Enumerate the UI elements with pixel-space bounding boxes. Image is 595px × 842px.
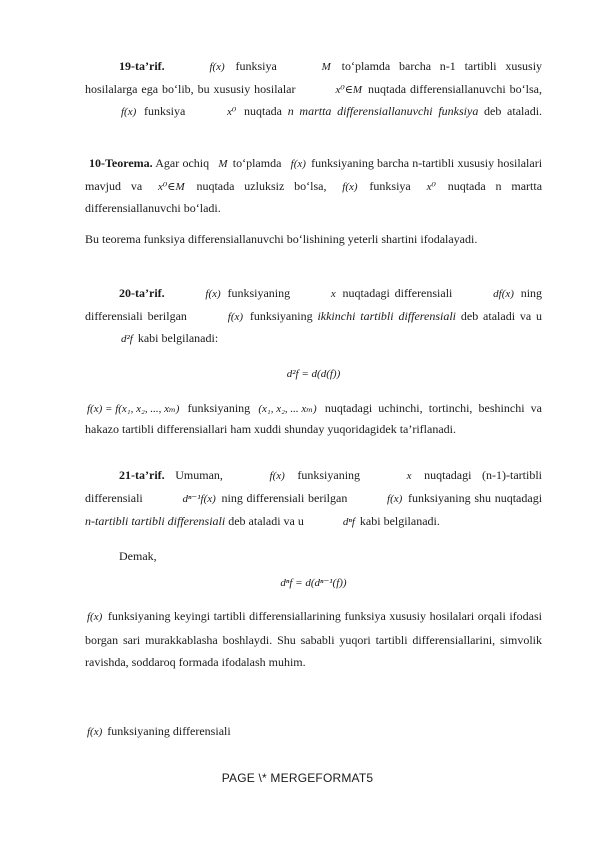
- text: funksiyaning differensiali: [107, 724, 231, 738]
- text: funksiyaning keyingi tartibli differensiallarining funksiya xususiy hosilalari orqali ifodasi borgan sari murakkablasha boshlaydi. Shu sababli yuqori tartibli differensiallarini, simvolik ravishda, soddaroq formada ifodalash muhim.: [85, 609, 542, 669]
- definition-label: 20-ta’rif.: [119, 286, 165, 300]
- text: deb ataladi va u: [460, 308, 543, 323]
- math-dfx: df(x): [493, 288, 514, 300]
- text: funksiya: [143, 104, 186, 118]
- definition-label: 21-ta’rif.: [119, 468, 165, 482]
- math-x: x: [406, 470, 412, 482]
- text: funksiya: [369, 178, 411, 193]
- text: kabi belgilanadi.: [359, 514, 440, 528]
- text: ning differensiali berilgan: [85, 286, 543, 323]
- math-fx: f(x): [121, 106, 137, 118]
- text: funksiyaning barcha n-tartibli xususiy hosilalari mavjud va: [85, 156, 543, 193]
- math-fx: f(x): [269, 470, 285, 482]
- math-x: x: [330, 288, 336, 300]
- math-M: M: [218, 158, 228, 170]
- math-d2f: d²f: [121, 333, 133, 345]
- text: funksiyaning: [297, 468, 361, 482]
- text: nuqtadagi (n-1)-tartibli differensiali: [85, 468, 543, 505]
- math-fx: f(x): [342, 180, 358, 193]
- definition-21: [85, 464, 542, 533]
- text: funksiya: [235, 59, 277, 73]
- math-fx: f(x): [227, 310, 244, 323]
- math-x0-in-M: x⁰∈M: [335, 83, 363, 96]
- last-paragraph: [85, 721, 542, 744]
- text: kabi belgilanadi:: [137, 331, 219, 345]
- text: Umuman,: [175, 468, 223, 482]
- math-fx: f(x): [387, 493, 403, 505]
- math-function-of-n-vars: f(x) = f(x₁, x₂, ..., xₘ): [87, 403, 180, 415]
- italic-term: ikkinchi tartibli differensiali: [317, 308, 457, 323]
- text: funksiyaning: [187, 401, 251, 415]
- text: nuqtadagi uchinchi, tortinchi, beshinchi va hakazo tartibli differensiallari ham xuddi shunday yuqoridagidek ta’riflanadi.: [85, 401, 543, 436]
- definition-20: [85, 283, 542, 351]
- text: to‘plamda barcha n-1 tartibli xususiy hosilalarga ega bo‘lib, bu xususiy hosilalar: [85, 59, 543, 96]
- math-dn1f: dⁿ⁻¹f(x): [182, 493, 216, 505]
- higher-order-remark: [85, 605, 542, 674]
- text: funksiyaning: [249, 308, 313, 323]
- math-x0-in-M: x⁰∈M: [158, 180, 185, 193]
- math-dnf: dⁿf: [342, 516, 355, 528]
- text: nuqtada differensiallanuvchi bo‘lsa,: [368, 81, 542, 96]
- text: nuqtada uzluksiz bo‘lsa,: [196, 178, 327, 193]
- page-footer: PAGE \* MERGEFORMAT5: [221, 771, 374, 785]
- math-fx: f(x): [209, 61, 225, 73]
- higher-differentials-paragraph: [85, 398, 542, 439]
- math-x0: x⁰: [426, 180, 436, 193]
- text: Agar ochiq: [155, 156, 210, 170]
- italic-term: n martta differensiallanuvchi funksiya: [287, 104, 479, 118]
- demak-text: Demak,: [119, 549, 157, 563]
- theorem-10: [85, 153, 542, 220]
- math-M: M: [321, 61, 331, 73]
- text: funksiyaning shu nuqtadagi: [407, 491, 543, 505]
- math-x0: x⁰: [227, 106, 237, 118]
- remark-paragraph: Bu teorema funksiya differensiallanuvchi bo‘lishining yeterli shartini ifodalayadi.: [85, 232, 478, 246]
- theorem-label: 10-Teorema.: [89, 156, 153, 170]
- math-fx: f(x): [290, 158, 306, 170]
- formula-second-differential: d²f = d(d(f)): [286, 368, 341, 380]
- text: ning differensiali berilgan: [221, 491, 348, 505]
- text: nuqtada: [244, 104, 282, 118]
- math-fx: f(x): [205, 288, 221, 300]
- text: deb ataladi.: [484, 104, 543, 118]
- definition-19: [85, 56, 542, 124]
- text: nuqtadagi differensiali: [342, 286, 453, 300]
- math-fx: f(x): [87, 726, 103, 738]
- text: deb ataladi va u: [228, 514, 304, 528]
- math-point: (x₁, x₂, ... xₘ): [258, 403, 317, 415]
- math-fx: f(x): [87, 611, 103, 623]
- formula-nth-differential: dⁿf = d(dⁿ⁻¹(f)): [280, 577, 347, 589]
- text: to‘plamda: [232, 156, 282, 170]
- text: nuqtada n martta differensiallanuvchi bo‘ladi.: [85, 178, 543, 215]
- text: funksiyaning: [227, 286, 291, 300]
- italic-term: n-tartibli tartibli differensiali: [85, 514, 226, 528]
- definition-label: 19-ta’rif.: [119, 59, 165, 73]
